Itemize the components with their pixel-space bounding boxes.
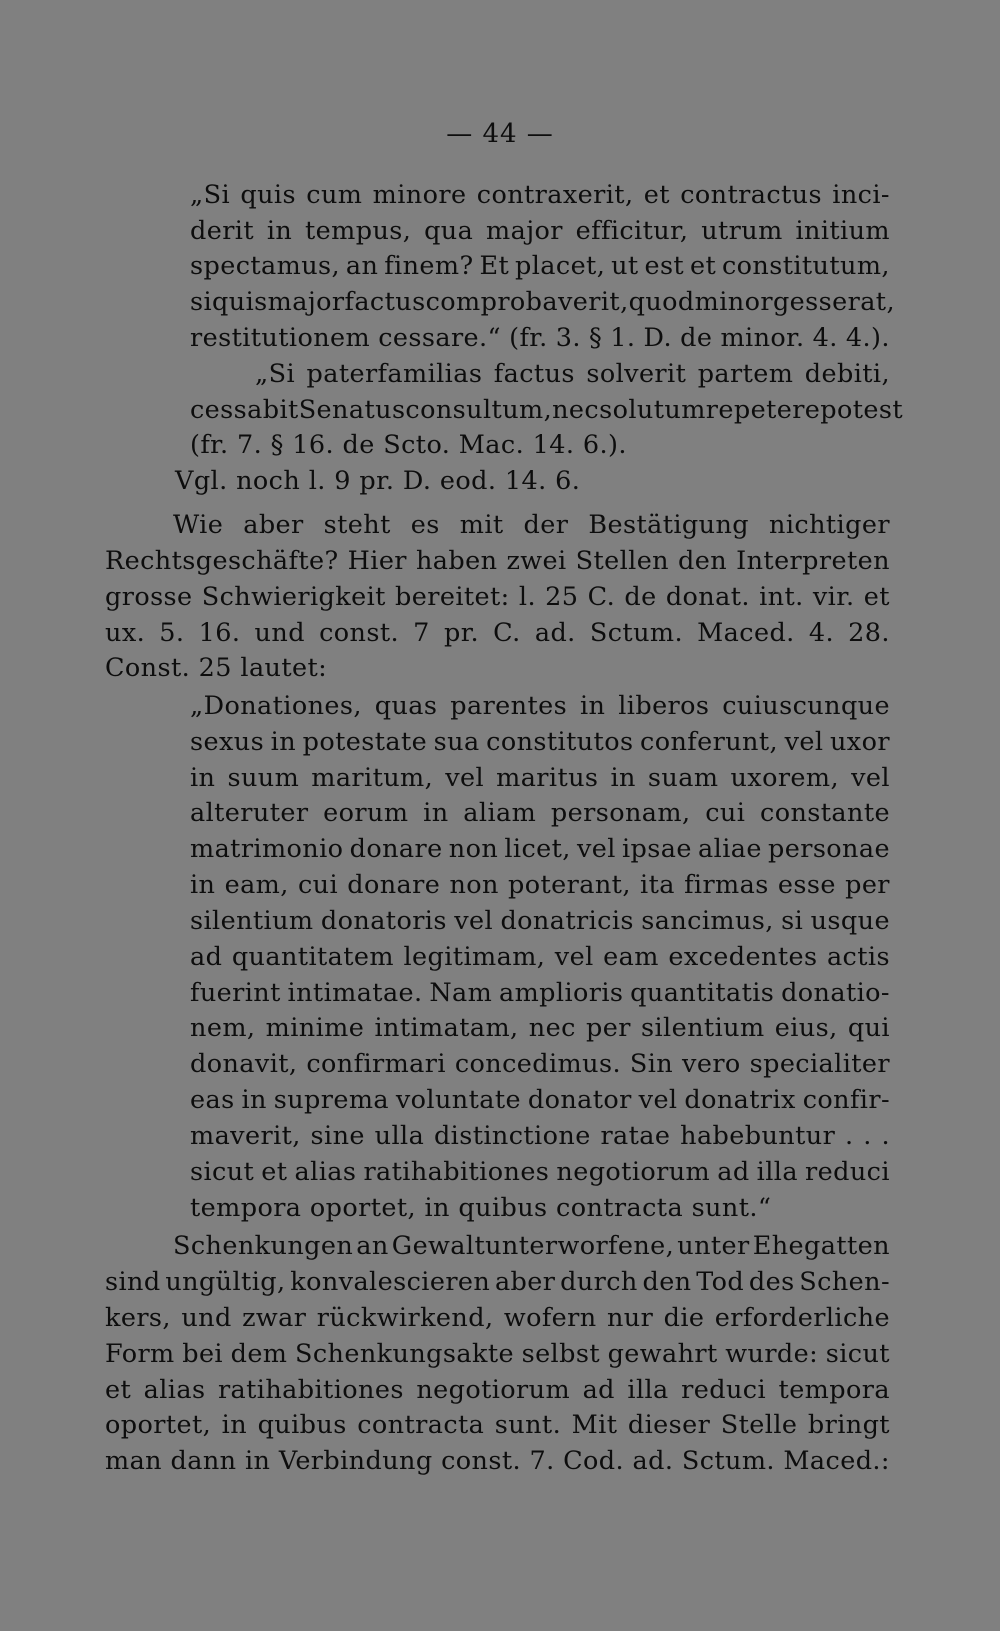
word: sicut bbox=[190, 1157, 255, 1187]
word: reduci bbox=[805, 1157, 890, 1187]
word: de bbox=[624, 582, 657, 612]
text-line bbox=[190, 180, 890, 210]
word: cessare.“ bbox=[378, 323, 501, 353]
text-line bbox=[190, 727, 890, 757]
word: quod bbox=[628, 287, 695, 317]
text-line bbox=[190, 323, 890, 353]
word: est bbox=[644, 251, 685, 281]
word: vir. bbox=[812, 582, 855, 612]
word: Stelle bbox=[720, 1410, 798, 1440]
word: per bbox=[585, 1013, 631, 1043]
word: et bbox=[863, 582, 890, 612]
word: quantitatis bbox=[630, 978, 775, 1008]
word: an bbox=[345, 251, 379, 281]
word: kers, bbox=[105, 1303, 171, 1333]
word: D. bbox=[643, 323, 672, 353]
word: Schen- bbox=[799, 1267, 890, 1297]
word: eam bbox=[603, 942, 659, 972]
word: rückwirkend, bbox=[316, 1303, 494, 1333]
word: 28. bbox=[848, 618, 890, 648]
word: conferunt, bbox=[640, 727, 778, 757]
word: aber bbox=[494, 1267, 556, 1297]
word: uxor bbox=[829, 727, 890, 757]
word: (fr. bbox=[509, 323, 548, 353]
word: comprobaverit, bbox=[425, 287, 629, 317]
word: initium bbox=[795, 216, 890, 246]
word: nec bbox=[528, 1013, 576, 1043]
word: zwei bbox=[506, 546, 567, 576]
word: 7 bbox=[413, 618, 430, 648]
word: ratihabitiones bbox=[363, 1157, 550, 1187]
word: cessabit bbox=[190, 395, 299, 425]
text-line bbox=[190, 834, 890, 864]
word: et bbox=[105, 1375, 132, 1405]
word: Mit bbox=[571, 1410, 618, 1440]
text-line bbox=[190, 1121, 890, 1151]
word: der bbox=[523, 510, 569, 540]
word: confir- bbox=[802, 1085, 890, 1115]
word: Sctum. bbox=[589, 618, 683, 648]
word: 3. bbox=[555, 323, 581, 353]
word: const. bbox=[441, 1446, 521, 1476]
word: quis bbox=[212, 287, 268, 317]
word: cuiuscunque bbox=[722, 691, 890, 721]
word: Stellen bbox=[575, 546, 670, 576]
word: in bbox=[241, 1085, 267, 1115]
word: fuerint bbox=[190, 978, 281, 1008]
word: in bbox=[610, 763, 636, 793]
word: sancimus, bbox=[641, 906, 774, 936]
word: sexus bbox=[190, 727, 265, 757]
word: „Si bbox=[190, 180, 231, 210]
word: confirmari bbox=[306, 1049, 446, 1079]
word: negotiorum bbox=[416, 1375, 571, 1405]
text-line: Const. 25 lautet: bbox=[105, 653, 328, 683]
word: donavit, bbox=[190, 1049, 298, 1079]
word: constitutum, bbox=[721, 251, 890, 281]
word: pr. bbox=[443, 618, 479, 648]
word: habebuntur bbox=[680, 1121, 836, 1151]
word: solverit bbox=[586, 359, 687, 389]
text-line bbox=[190, 216, 890, 246]
word: donatoris bbox=[320, 906, 447, 936]
word: bringt bbox=[807, 1410, 890, 1440]
word: maritum, bbox=[311, 763, 434, 793]
word: l. bbox=[518, 582, 536, 612]
word: die bbox=[663, 1303, 705, 1333]
word: ad. bbox=[632, 1446, 674, 1476]
word: ipsae bbox=[622, 834, 692, 864]
word: minore bbox=[372, 180, 467, 210]
word: personae bbox=[768, 834, 890, 864]
word: vel bbox=[454, 906, 494, 936]
word: dieser bbox=[627, 1410, 711, 1440]
word: quis bbox=[240, 180, 296, 210]
word: Nam bbox=[429, 978, 493, 1008]
word: ad. bbox=[534, 618, 576, 648]
word: donatricis bbox=[500, 906, 634, 936]
word: sicut bbox=[825, 1339, 890, 1369]
word: wofern bbox=[503, 1303, 597, 1333]
word: nichtiger bbox=[769, 510, 890, 540]
word: personam, bbox=[550, 798, 691, 828]
word: constitutos bbox=[486, 727, 634, 757]
word: dann bbox=[170, 1446, 237, 1476]
word: aliam bbox=[463, 798, 537, 828]
word: 4.). bbox=[845, 323, 890, 353]
word: potestate bbox=[302, 727, 428, 757]
word: minor. bbox=[720, 323, 805, 353]
word: bereitet: bbox=[395, 582, 510, 612]
text-line bbox=[190, 942, 890, 972]
word: 16. bbox=[198, 618, 241, 648]
word: tempora bbox=[778, 1375, 890, 1405]
word: spectamus, bbox=[190, 251, 341, 281]
word: amplioris bbox=[499, 978, 624, 1008]
word: . bbox=[881, 1121, 890, 1151]
word: donator bbox=[527, 1085, 632, 1115]
word: oportet, bbox=[105, 1410, 212, 1440]
word: et bbox=[643, 180, 670, 210]
word: Form bbox=[105, 1339, 175, 1369]
text-line bbox=[173, 1231, 890, 1261]
word: . bbox=[863, 1121, 872, 1151]
text-line bbox=[105, 1303, 890, 1333]
word: sine bbox=[310, 1121, 365, 1151]
word: major bbox=[486, 216, 563, 246]
word: in bbox=[244, 1446, 271, 1476]
word: donatrix bbox=[684, 1085, 796, 1115]
text-line bbox=[190, 1049, 890, 1079]
text-line bbox=[190, 1085, 890, 1115]
word: Cod. bbox=[563, 1446, 625, 1476]
word: minime bbox=[265, 1013, 365, 1043]
word: 1. bbox=[610, 323, 636, 353]
word: negotiorum bbox=[556, 1157, 711, 1187]
word: cui bbox=[705, 798, 746, 828]
word: tempus, bbox=[305, 216, 412, 246]
word: den bbox=[678, 546, 728, 576]
word: 4. bbox=[808, 618, 834, 648]
word: qui bbox=[847, 1013, 890, 1043]
word: ut bbox=[611, 251, 639, 281]
word: Schenkungsakte bbox=[294, 1339, 514, 1369]
word: quibus bbox=[257, 1410, 347, 1440]
word: ulla bbox=[374, 1121, 425, 1151]
text-line bbox=[190, 287, 895, 317]
word: ungültig, bbox=[165, 1267, 286, 1297]
word: vel bbox=[445, 763, 485, 793]
text-line bbox=[105, 1446, 890, 1476]
word: wurde: bbox=[725, 1339, 819, 1369]
word: ad bbox=[717, 1157, 750, 1187]
word: vel bbox=[638, 1085, 678, 1115]
word: paterfamilias bbox=[306, 359, 483, 389]
word: Maced.: bbox=[783, 1446, 890, 1476]
text-line bbox=[190, 1157, 890, 1187]
word: restitutionem bbox=[190, 323, 371, 353]
word: qua bbox=[424, 216, 474, 246]
word: silentium bbox=[190, 906, 314, 936]
text-line bbox=[190, 1013, 890, 1043]
word: matrimonio bbox=[190, 834, 344, 864]
word: eas bbox=[190, 1085, 235, 1115]
text-line bbox=[255, 359, 890, 389]
word: Senatusconsultum, bbox=[298, 395, 553, 425]
word: Wie bbox=[173, 510, 224, 540]
word: de bbox=[680, 323, 713, 353]
word: Sctum. bbox=[681, 1446, 775, 1476]
word: in bbox=[579, 691, 606, 721]
word: int. bbox=[759, 582, 804, 612]
word: C. bbox=[587, 582, 616, 612]
word: ratae bbox=[600, 1121, 671, 1151]
word: reduci bbox=[681, 1375, 767, 1405]
word: 25 bbox=[545, 582, 579, 612]
word: factus bbox=[344, 287, 426, 317]
word: Ehegatten bbox=[752, 1231, 890, 1261]
word: nec bbox=[552, 395, 600, 425]
word: donare bbox=[347, 870, 441, 900]
word: Schwierigkeit bbox=[201, 582, 386, 612]
word: in bbox=[190, 763, 216, 793]
word: donatio- bbox=[781, 978, 890, 1008]
text-line: (fr. 7. § 16. de Scto. Mac. 14. 6.). bbox=[190, 430, 627, 460]
word: nem, bbox=[190, 1013, 256, 1043]
text-line bbox=[190, 763, 890, 793]
word: liberos bbox=[618, 691, 710, 721]
word: sind bbox=[105, 1267, 161, 1297]
text-line: Vgl. noch l. 9 pr. D. eod. 14. 6. bbox=[175, 466, 581, 496]
word: vel bbox=[554, 942, 594, 972]
text-line bbox=[105, 1375, 890, 1405]
word: sua bbox=[433, 727, 480, 757]
word: nur bbox=[606, 1303, 654, 1333]
word: poterant, bbox=[508, 870, 631, 900]
word: constante bbox=[760, 798, 890, 828]
word: usque bbox=[810, 906, 890, 936]
word: erforderliche bbox=[714, 1303, 890, 1333]
word: finem? bbox=[384, 251, 474, 281]
word: vel bbox=[851, 763, 890, 793]
word: et bbox=[261, 1157, 288, 1187]
word: in bbox=[266, 216, 293, 246]
text-line bbox=[105, 1410, 890, 1440]
word: parentes bbox=[450, 691, 568, 721]
text-line bbox=[105, 1267, 890, 1297]
word: vero bbox=[682, 1049, 741, 1079]
word: alteruter bbox=[190, 798, 309, 828]
word: alias bbox=[294, 1157, 357, 1187]
word: silentium bbox=[641, 1013, 765, 1043]
word: cui bbox=[297, 870, 339, 900]
word: Maced. bbox=[697, 618, 795, 648]
word: unter bbox=[677, 1231, 750, 1261]
word: Bestätigung bbox=[588, 510, 750, 540]
word: ad bbox=[190, 942, 223, 972]
word: Rechtsgeschäfte? bbox=[105, 546, 339, 576]
text-line bbox=[190, 978, 890, 1008]
word: maverit, bbox=[190, 1121, 301, 1151]
text-line bbox=[173, 510, 890, 540]
text-line bbox=[105, 618, 890, 648]
word: 4. bbox=[812, 323, 838, 353]
word: in bbox=[423, 798, 449, 828]
word: esse bbox=[777, 870, 836, 900]
word: steht bbox=[323, 510, 391, 540]
word: eorum bbox=[323, 798, 409, 828]
word: potest bbox=[820, 395, 904, 425]
word: C. bbox=[493, 618, 521, 648]
word: si bbox=[190, 287, 213, 317]
word: ux. bbox=[105, 618, 146, 648]
word: repetere bbox=[705, 395, 821, 425]
word: in bbox=[270, 727, 297, 757]
word: solutum bbox=[599, 395, 706, 425]
word: licet, bbox=[504, 834, 571, 864]
word: non bbox=[448, 834, 499, 864]
word: contractus bbox=[680, 180, 822, 210]
word: const. bbox=[319, 618, 399, 648]
text-line bbox=[190, 906, 890, 936]
word: ita bbox=[640, 870, 675, 900]
word: specialiter bbox=[749, 1049, 890, 1079]
word: gewahrt bbox=[607, 1339, 718, 1369]
word: si bbox=[781, 906, 804, 936]
word: illa bbox=[627, 1375, 669, 1405]
word: ratihabitiones bbox=[217, 1375, 404, 1405]
word: intimatam, bbox=[374, 1013, 519, 1043]
text-line bbox=[190, 798, 890, 828]
word: donat. bbox=[665, 582, 750, 612]
word: vel bbox=[784, 727, 824, 757]
word: man bbox=[105, 1446, 163, 1476]
word: cum bbox=[306, 180, 363, 210]
word: Interpreten bbox=[736, 546, 890, 576]
text-line bbox=[190, 251, 890, 281]
word: gesserat, bbox=[772, 287, 895, 317]
text-line bbox=[190, 395, 904, 425]
word: Sin bbox=[629, 1049, 674, 1079]
word: § bbox=[589, 323, 603, 353]
word: quas bbox=[374, 691, 438, 721]
text-line bbox=[105, 582, 890, 612]
word: efficitur, bbox=[575, 216, 689, 246]
word: mit bbox=[459, 510, 504, 540]
word: durch bbox=[560, 1267, 638, 1297]
word: suum bbox=[227, 763, 300, 793]
word: major bbox=[267, 287, 345, 317]
word: inci- bbox=[832, 180, 890, 210]
word: suprema bbox=[273, 1085, 389, 1115]
word: in bbox=[221, 1410, 248, 1440]
word: firmas bbox=[684, 870, 769, 900]
text-line bbox=[105, 1339, 890, 1369]
word: und bbox=[254, 618, 305, 648]
word: selbst bbox=[521, 1339, 600, 1369]
text-line bbox=[190, 870, 890, 900]
word: grosse bbox=[105, 582, 193, 612]
text-line: tempora oportet, in quibus contracta sunt.“ bbox=[190, 1193, 772, 1223]
word: Hier bbox=[347, 546, 407, 576]
word: alias bbox=[143, 1375, 206, 1405]
word: . bbox=[844, 1121, 854, 1151]
word: contraxerit, bbox=[476, 180, 634, 210]
word: aliae bbox=[698, 834, 762, 864]
word: es bbox=[410, 510, 440, 540]
word: zwar bbox=[242, 1303, 307, 1333]
word: derit bbox=[190, 216, 255, 246]
word: eius, bbox=[774, 1013, 838, 1043]
word: intimatae. bbox=[287, 978, 423, 1008]
word: illa bbox=[756, 1157, 798, 1187]
word: quantitatem bbox=[231, 942, 394, 972]
word: aber bbox=[243, 510, 304, 540]
word: actis bbox=[826, 942, 890, 972]
word: eam, bbox=[224, 870, 289, 900]
word: in bbox=[190, 870, 216, 900]
word: 7. bbox=[529, 1446, 555, 1476]
word: konvalescieren bbox=[290, 1267, 491, 1297]
word: Schenkungen bbox=[173, 1231, 354, 1261]
word: et bbox=[689, 251, 717, 281]
word: donare bbox=[349, 834, 443, 864]
word: factus bbox=[493, 359, 575, 389]
word: minor bbox=[694, 287, 773, 317]
word: 5. bbox=[159, 618, 185, 648]
word: Et bbox=[479, 251, 510, 281]
word: und bbox=[181, 1303, 232, 1333]
word: Tod bbox=[696, 1267, 745, 1297]
word: placet, bbox=[515, 251, 606, 281]
word: vel bbox=[576, 834, 616, 864]
word: contracta bbox=[357, 1410, 485, 1440]
word: maritus bbox=[496, 763, 599, 793]
text-line bbox=[105, 546, 890, 576]
page-number: — 44 — bbox=[446, 119, 554, 149]
word: distinctione bbox=[433, 1121, 591, 1151]
word: ad bbox=[582, 1375, 615, 1405]
word: legitimam, bbox=[403, 942, 546, 972]
word: Verbindung bbox=[278, 1446, 433, 1476]
word: „Donationes, bbox=[190, 691, 362, 721]
word: uxorem, bbox=[730, 763, 840, 793]
word: an bbox=[356, 1231, 389, 1261]
word: utrum bbox=[701, 216, 783, 246]
word: partem bbox=[697, 359, 794, 389]
word: per bbox=[845, 870, 890, 900]
word: den bbox=[642, 1267, 692, 1297]
word: excedentes bbox=[668, 942, 818, 972]
word: „Si bbox=[255, 359, 296, 389]
word: concedimus. bbox=[454, 1049, 621, 1079]
text-line bbox=[190, 691, 890, 721]
word: non bbox=[449, 870, 499, 900]
word: sunt. bbox=[494, 1410, 562, 1440]
word: des bbox=[748, 1267, 795, 1297]
word: dem bbox=[230, 1339, 288, 1369]
word: haben bbox=[415, 546, 498, 576]
word: debiti, bbox=[804, 359, 890, 389]
word: suam bbox=[647, 763, 719, 793]
word: bei bbox=[182, 1339, 223, 1369]
word: voluntate bbox=[395, 1085, 522, 1115]
word: Gewaltunterworfene, bbox=[391, 1231, 675, 1261]
